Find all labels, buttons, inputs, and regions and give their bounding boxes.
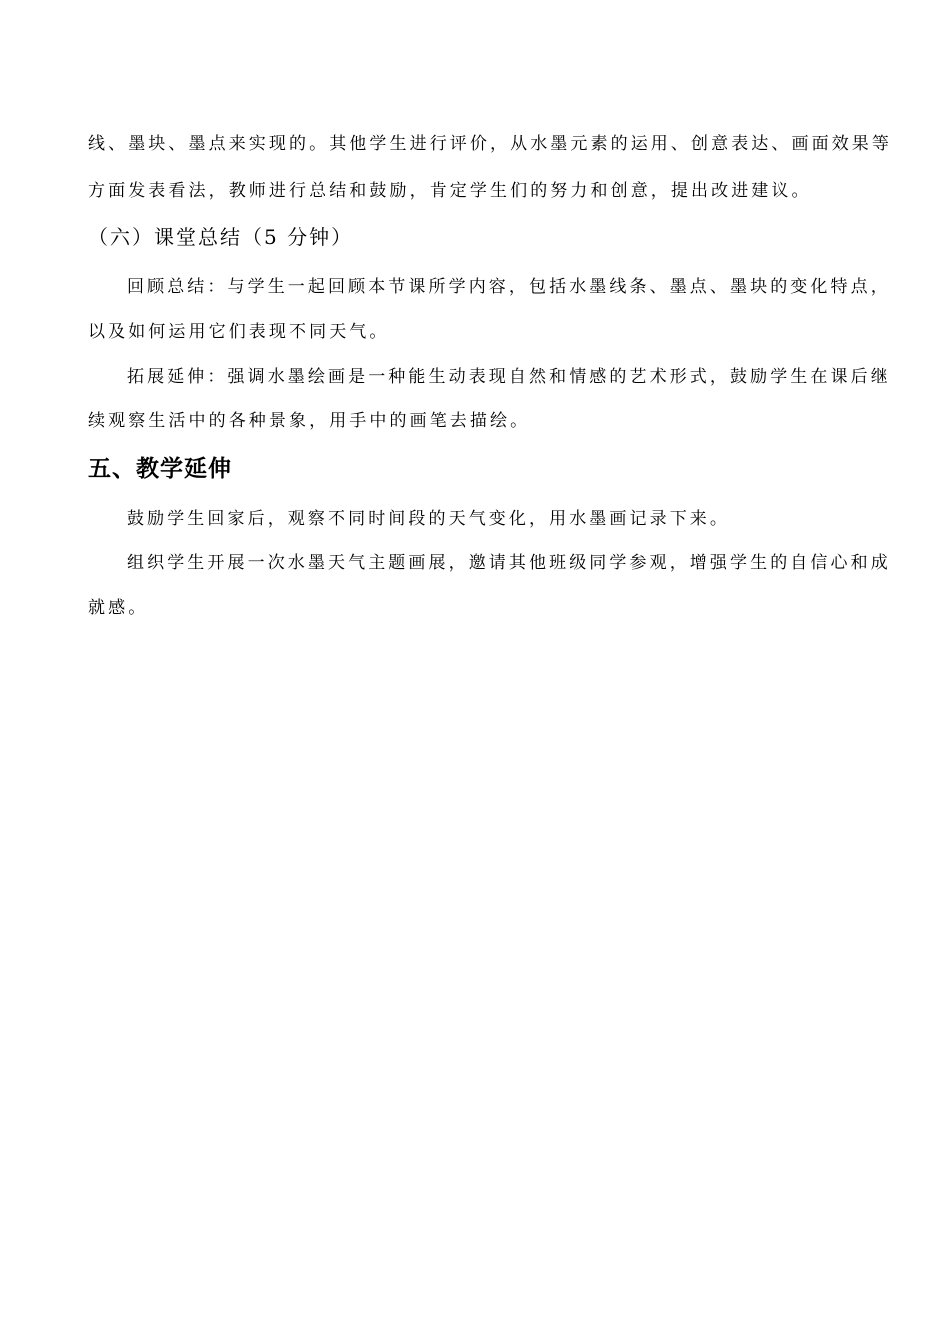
extend-line-2: 续观察生活中的各种景象，用手中的画笔去描绘。 xyxy=(88,411,531,431)
review-line-1: 回顾总结：与学生一起回顾本节课所学内容，包括水墨线条、墨点、墨块的变化特点， xyxy=(127,277,891,297)
evaluation-line-1: 线、墨块、墨点来实现的。其他学生进行评价，从水墨元素的运用、创意表达、画面效果等 xyxy=(88,134,892,154)
teaching-extension-heading: 五、教学延伸 xyxy=(88,456,232,482)
extend-line-1: 拓展延伸：强调水墨绘画是一种能生动表现自然和情感的艺术形式，鼓励学生在课后继 xyxy=(127,367,891,387)
extension-item-2-line-1: 组织学生开展一次水墨天气主题画展，邀请其他班级同学参观，增强学生的自信心和成 xyxy=(127,553,891,573)
evaluation-line-2: 方面发表看法，教师进行总结和鼓励，肯定学生们的努力和创意，提出改进建议。 xyxy=(88,181,812,201)
extension-item-2-line-2: 就感。 xyxy=(88,598,149,618)
review-line-2: 以及如何运用它们表现不同天气。 xyxy=(88,322,390,342)
extension-item-1: 鼓励学生回家后，观察不同时间段的天气变化，用水墨画记录下来。 xyxy=(127,509,730,529)
class-summary-heading: （六）课堂总结（5 分钟） xyxy=(88,225,354,249)
